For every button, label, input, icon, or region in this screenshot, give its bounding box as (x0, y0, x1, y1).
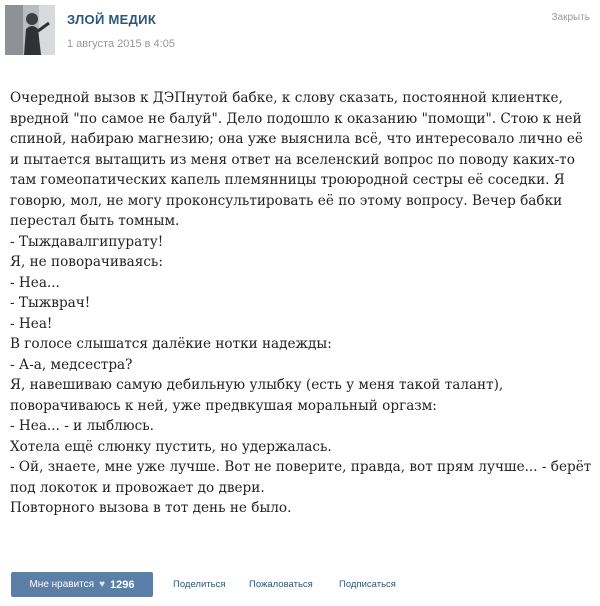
post-line: Очередной вызов к ДЭПнутой бабке, к слову сказать, постоянной клиентке, (10, 90, 563, 106)
post-line: Повторного вызова в тот день не было. (10, 500, 292, 516)
post-line: - А-а, медсестра? (10, 356, 133, 373)
report-link[interactable]: Пожаловаться (249, 579, 313, 590)
post-line: и пытается вытащить из меня ответ на вселенский вопрос по поводу каких-то (10, 151, 575, 168)
post-line: вредной "по самое не балуй". Дело подошло к оказанию "помощи". Стою к ней (10, 110, 582, 127)
post-line: Хотела ещё слюнку пустить, но удержалась. (10, 438, 332, 455)
post-line: - Неа! (10, 315, 53, 332)
post-line: Я, не поворачиваясь: (10, 254, 163, 270)
post-date[interactable]: 1 августа 2015 в 4:05 (67, 38, 175, 50)
post-header (0, 0, 600, 70)
post-line: поворачиваюсь к ней, уже предвкушая моральный оргазм: (10, 397, 437, 414)
post-line: - Неа... (10, 274, 60, 291)
post-line: - Тыжврач! (10, 295, 91, 311)
share-link[interactable]: Поделиться (173, 579, 226, 590)
post-line: Я, навешиваю самую дебильную улыбку (есть у меня такой талант), (10, 377, 504, 393)
post-text (10, 88, 594, 519)
heart-icon: ♥ (99, 579, 106, 590)
post-line: В голосе слышатся далёкие нотки надежды: (10, 336, 332, 352)
subscribe-link[interactable]: Подписаться (339, 579, 396, 590)
post-line: под локоток и провожает до двери. (10, 479, 265, 496)
like-label: Мне нравится (29, 579, 95, 590)
post-line: - Ой, знаете, мне уже лучше. Вот не поверите, правда, вот прям лучше... - берёт (10, 459, 592, 475)
like-button[interactable] (11, 572, 153, 597)
post-line: перестал быть томным. (10, 213, 180, 229)
author-name[interactable]: ЗЛОЙ МЕДИК (67, 12, 157, 27)
post-line: - Тыждавалгипурату! (10, 233, 164, 250)
like-count: 1296 (110, 578, 135, 591)
post-line: спиной, набираю магнезию; она уже выяснила всё, что интересовало лично её (10, 131, 583, 147)
post-line: - Неа... - и лыблюсь. (10, 418, 154, 434)
post-line: говорю, мол, не могу проконсультировать её по этому вопросу. Вечер бабки (10, 192, 563, 209)
post-line: там гомеопатических капель племянницы троюродной сестры её соседки. Я (10, 172, 565, 188)
close-button[interactable]: Закрыть (551, 12, 590, 23)
avatar[interactable] (5, 5, 55, 55)
post-footer (0, 572, 600, 600)
